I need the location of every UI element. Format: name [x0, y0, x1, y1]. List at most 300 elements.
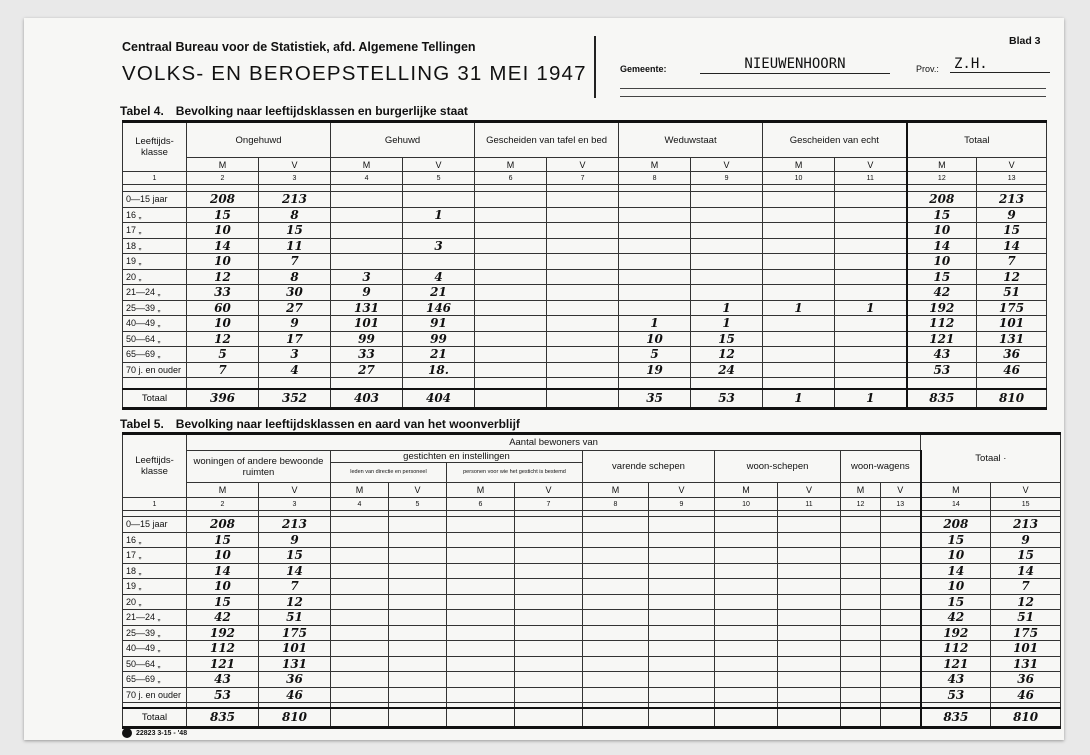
handwritten-value — [547, 269, 619, 285]
handwritten-value — [691, 269, 763, 285]
handwritten-value — [715, 594, 778, 610]
column-number: 10 — [763, 172, 835, 185]
handwritten-value: 24 — [691, 362, 763, 378]
handwritten-value — [547, 347, 619, 363]
handwritten-value — [649, 610, 715, 626]
sex-header: M — [619, 158, 691, 172]
handwritten-value — [715, 656, 778, 672]
gemeente-field: NIEUWENHOORN — [700, 56, 890, 74]
handwritten-value — [619, 207, 691, 223]
institutions-header: gestichten en instellingen — [331, 451, 583, 463]
province-field: Z.H. — [950, 56, 1050, 73]
handwritten-value — [835, 269, 907, 285]
handwritten-value — [649, 517, 715, 533]
handwritten-value — [649, 532, 715, 548]
gemeente-label: Gemeente: — [620, 64, 667, 74]
handwritten-value — [763, 192, 835, 208]
handwritten-value — [331, 656, 389, 672]
handwritten-value — [447, 594, 515, 610]
handwritten-value — [583, 656, 649, 672]
handwritten-value — [763, 331, 835, 347]
group-header: Weduwstaat — [619, 122, 763, 158]
handwritten-value: 101 — [331, 316, 403, 332]
handwritten-value — [841, 579, 881, 595]
handwritten-value — [475, 331, 547, 347]
handwritten-value: 146 — [403, 300, 475, 316]
column-number: 3 — [259, 498, 331, 511]
sex-header: V — [259, 483, 331, 498]
age-class-label: 65—69 „ — [123, 672, 187, 688]
total-value — [547, 389, 619, 409]
age-class-label: 65—69 „ — [123, 347, 187, 363]
column-number: 2 — [187, 172, 259, 185]
age-class-label: 25—39 „ — [123, 300, 187, 316]
handwritten-value: 51 — [991, 610, 1061, 626]
handwritten-value — [881, 594, 921, 610]
handwritten-value — [547, 192, 619, 208]
table-row — [123, 269, 1047, 285]
table-row — [123, 579, 1061, 595]
age-class-label: 17 „ — [123, 548, 187, 564]
group-header: Gescheiden van tafel en bed — [475, 122, 619, 158]
handwritten-value — [715, 517, 778, 533]
handwritten-value: 15 — [259, 548, 331, 564]
handwritten-value — [841, 672, 881, 688]
sex-header: V — [649, 483, 715, 498]
spacer-cell — [835, 185, 907, 192]
age-class-label: 0—15 jaar — [123, 192, 187, 208]
table-row — [123, 594, 1061, 610]
age-class-label: 16 „ — [123, 207, 187, 223]
table-row — [123, 316, 1047, 332]
age-class-header: Leeftijds-klasse — [123, 122, 187, 172]
table-row — [123, 498, 1061, 511]
handwritten-value — [403, 192, 475, 208]
column-number: 5 — [403, 172, 475, 185]
handwritten-value — [778, 641, 841, 657]
handwritten-value — [515, 672, 583, 688]
total-value — [841, 708, 881, 728]
handwritten-value — [403, 223, 475, 239]
handwritten-value: 112 — [921, 641, 991, 657]
handwritten-value — [515, 594, 583, 610]
total-value: 53 — [691, 389, 763, 409]
handwritten-value — [649, 687, 715, 703]
handwritten-value — [389, 579, 447, 595]
handwritten-value: 17 — [259, 331, 331, 347]
spacer-cell — [977, 185, 1047, 192]
handwritten-value — [475, 223, 547, 239]
handwritten-value: 175 — [991, 625, 1061, 641]
caravans-header: woon-wagens — [841, 451, 921, 483]
handwritten-value — [583, 625, 649, 641]
handwritten-value: 15 — [691, 331, 763, 347]
handwritten-value: 21 — [403, 347, 475, 363]
handwritten-value — [691, 223, 763, 239]
handwritten-value — [389, 563, 447, 579]
handwritten-value — [331, 579, 389, 595]
handwritten-value — [331, 517, 389, 533]
spacer-cell — [259, 185, 331, 192]
table-row — [123, 641, 1061, 657]
handwritten-value — [881, 563, 921, 579]
table-row — [123, 285, 1047, 301]
handwritten-value — [583, 610, 649, 626]
handwritten-value — [331, 223, 403, 239]
handwritten-value: 7 — [977, 254, 1047, 270]
handwritten-value: 12 — [991, 594, 1061, 610]
handwritten-value — [447, 687, 515, 703]
sex-header: V — [991, 483, 1061, 498]
handwritten-value — [403, 254, 475, 270]
sex-header: M — [475, 158, 547, 172]
handwritten-value — [447, 610, 515, 626]
handwritten-value — [515, 656, 583, 672]
ships-header: varende schepen — [583, 451, 715, 483]
handwritten-value: 36 — [259, 672, 331, 688]
handwritten-value — [583, 672, 649, 688]
handwritten-value — [447, 532, 515, 548]
handwritten-value — [619, 223, 691, 239]
sex-header: V — [881, 483, 921, 498]
cbs-logo-icon — [122, 728, 132, 738]
handwritten-value — [778, 579, 841, 595]
print-code-text: 22823 3-15 - '48 — [136, 729, 188, 737]
column-number: 3 — [259, 172, 331, 185]
handwritten-value: 53 — [921, 687, 991, 703]
handwritten-value: 14 — [259, 563, 331, 579]
age-class-header: Leeftijds-klasse — [123, 434, 187, 498]
handwritten-value: 12 — [977, 269, 1047, 285]
handwritten-value — [547, 285, 619, 301]
handwritten-value — [331, 207, 403, 223]
handwritten-value — [691, 238, 763, 254]
handwritten-value — [649, 579, 715, 595]
handwritten-value — [389, 641, 447, 657]
sex-header: V — [691, 158, 763, 172]
age-class-label: 50—64 „ — [123, 656, 187, 672]
handwritten-value — [763, 316, 835, 332]
handwritten-value: 192 — [907, 300, 977, 316]
handwritten-value — [835, 347, 907, 363]
handwritten-value — [515, 532, 583, 548]
table-row — [123, 434, 1061, 451]
handwritten-value: 10 — [907, 223, 977, 239]
inmates-subheader: personen voor wie het gesticht is bestemd — [447, 463, 583, 483]
handwritten-value — [547, 238, 619, 254]
total-value: 835 — [187, 708, 259, 728]
handwritten-value: 91 — [403, 316, 475, 332]
handwritten-value — [619, 238, 691, 254]
handwritten-value: 11 — [259, 238, 331, 254]
handwritten-value — [547, 362, 619, 378]
total-value: 352 — [259, 389, 331, 409]
handwritten-value — [715, 641, 778, 657]
handwritten-value — [649, 548, 715, 564]
handwritten-value — [547, 316, 619, 332]
spacer-cell — [907, 378, 977, 389]
spacer-cell — [763, 378, 835, 389]
total-value: 1 — [835, 389, 907, 409]
handwritten-value — [547, 331, 619, 347]
handwritten-value: 1 — [691, 300, 763, 316]
sex-header: V — [515, 483, 583, 498]
spacer-cell — [619, 378, 691, 389]
handwritten-value: 1 — [691, 316, 763, 332]
staff-subheader: leden van directie en personeel — [331, 463, 447, 483]
handwritten-value — [841, 594, 881, 610]
handwritten-value: 10 — [907, 254, 977, 270]
handwritten-value — [547, 223, 619, 239]
total-label: Totaal — [123, 708, 187, 728]
spacer-cell — [187, 185, 259, 192]
handwritten-value — [583, 563, 649, 579]
handwritten-value — [331, 192, 403, 208]
handwritten-value — [835, 362, 907, 378]
handwritten-value: 101 — [977, 316, 1047, 332]
sex-header: M — [187, 158, 259, 172]
sex-header: V — [547, 158, 619, 172]
header-divider — [594, 36, 596, 98]
handwritten-value — [331, 238, 403, 254]
table4-marital-status — [122, 120, 1047, 410]
handwritten-value — [389, 532, 447, 548]
handwritten-value — [389, 687, 447, 703]
handwritten-value: 60 — [187, 300, 259, 316]
handwritten-value: 213 — [977, 192, 1047, 208]
handwritten-value — [841, 563, 881, 579]
handwritten-value — [778, 687, 841, 703]
header-rule — [620, 96, 1046, 97]
table-row — [123, 389, 1047, 409]
handwritten-value — [763, 269, 835, 285]
handwritten-value — [331, 532, 389, 548]
handwritten-value: 12 — [187, 331, 259, 347]
total-value — [715, 708, 778, 728]
handwritten-value — [447, 517, 515, 533]
handwritten-value — [475, 269, 547, 285]
handwritten-value: 1 — [835, 300, 907, 316]
table-row — [123, 192, 1047, 208]
table4-number: Tabel 4. — [120, 104, 164, 118]
handwritten-value: 101 — [259, 641, 331, 657]
spacer-cell — [123, 378, 187, 389]
table-row — [123, 122, 1047, 158]
handwritten-value — [649, 641, 715, 657]
sex-header: M — [447, 483, 515, 498]
handwritten-value — [763, 223, 835, 239]
handwritten-value: 10 — [187, 316, 259, 332]
age-class-label: 20 „ — [123, 269, 187, 285]
column-number: 10 — [715, 498, 778, 511]
table-row — [123, 331, 1047, 347]
column-number: 7 — [547, 172, 619, 185]
handwritten-value — [331, 625, 389, 641]
handwritten-value — [841, 687, 881, 703]
handwritten-value — [778, 610, 841, 626]
print-code — [122, 728, 187, 738]
handwritten-value — [389, 656, 447, 672]
handwritten-value: 46 — [259, 687, 331, 703]
table5-caption: Bevolking naar leeftijdsklassen en aard van het woonverblijf — [175, 417, 520, 431]
handwritten-value — [583, 641, 649, 657]
spacer-cell — [547, 378, 619, 389]
handwritten-value: 192 — [187, 625, 259, 641]
total-value: 404 — [403, 389, 475, 409]
sex-header: V — [389, 483, 447, 498]
age-class-label: 70 j. en ouder — [123, 362, 187, 378]
column-number: 7 — [515, 498, 583, 511]
column-number: 1 — [123, 172, 187, 185]
handwritten-value: 9 — [259, 316, 331, 332]
handwritten-value — [619, 269, 691, 285]
table-row — [123, 483, 1061, 498]
sex-header: V — [259, 158, 331, 172]
column-number: 8 — [619, 172, 691, 185]
handwritten-value — [841, 532, 881, 548]
total-value — [778, 708, 841, 728]
handwritten-value: 19 — [619, 362, 691, 378]
sex-header: M — [583, 483, 649, 498]
handwritten-value — [835, 331, 907, 347]
age-class-label: 21—24 „ — [123, 610, 187, 626]
handwritten-value — [841, 625, 881, 641]
handwritten-value: 15 — [259, 223, 331, 239]
handwritten-value — [691, 207, 763, 223]
handwritten-value: 15 — [187, 594, 259, 610]
handwritten-value: 208 — [907, 192, 977, 208]
handwritten-value — [475, 207, 547, 223]
table-row — [123, 532, 1061, 548]
total-value: 35 — [619, 389, 691, 409]
handwritten-value — [881, 579, 921, 595]
column-number: 14 — [921, 498, 991, 511]
table4-title — [120, 104, 468, 118]
handwritten-value — [715, 548, 778, 564]
handwritten-value: 10 — [187, 254, 259, 270]
handwritten-value: 15 — [977, 223, 1047, 239]
handwritten-value: 30 — [259, 285, 331, 301]
handwritten-value — [619, 254, 691, 270]
table-row — [123, 708, 1061, 728]
handwritten-value: 15 — [187, 532, 259, 548]
column-number: 9 — [649, 498, 715, 511]
sex-header: M — [187, 483, 259, 498]
column-number: 13 — [881, 498, 921, 511]
handwritten-value: 7 — [259, 254, 331, 270]
handwritten-value: 10 — [187, 223, 259, 239]
handwritten-value — [649, 625, 715, 641]
age-class-label: 18 „ — [123, 563, 187, 579]
table-row — [123, 548, 1061, 564]
header-rule — [620, 88, 1046, 89]
table-row — [123, 610, 1061, 626]
handwritten-value — [619, 285, 691, 301]
handwritten-value — [475, 238, 547, 254]
handwritten-value — [515, 625, 583, 641]
handwritten-value: 14 — [921, 563, 991, 579]
table-row — [123, 300, 1047, 316]
census-title: VOLKS- EN BEROEPSTELLING 31 MEI 1947 — [122, 62, 587, 85]
sex-header: V — [403, 158, 475, 172]
sex-header: M — [907, 158, 977, 172]
handwritten-value: 42 — [907, 285, 977, 301]
group-header: Gehuwd — [331, 122, 475, 158]
handwritten-value: 18. — [403, 362, 475, 378]
handwritten-value: 101 — [991, 641, 1061, 657]
handwritten-value: 36 — [977, 347, 1047, 363]
handwritten-value: 131 — [991, 656, 1061, 672]
total-label: Totaal — [123, 389, 187, 409]
handwritten-value: 208 — [187, 517, 259, 533]
spacer-cell — [835, 378, 907, 389]
handwritten-value — [649, 594, 715, 610]
spacer-cell — [763, 185, 835, 192]
handwritten-value: 33 — [331, 347, 403, 363]
age-class-label: 70 j. en ouder — [123, 687, 187, 703]
handwritten-value — [881, 687, 921, 703]
age-class-label: 25—39 „ — [123, 625, 187, 641]
column-number: 4 — [331, 498, 389, 511]
total-value — [515, 708, 583, 728]
spacer-cell — [691, 185, 763, 192]
age-class-label: 0—15 jaar — [123, 517, 187, 533]
handwritten-value: 10 — [921, 548, 991, 564]
sex-header: M — [331, 158, 403, 172]
handwritten-value: 7 — [187, 362, 259, 378]
column-number: 11 — [835, 172, 907, 185]
handwritten-value: 121 — [187, 656, 259, 672]
total-value: 810 — [259, 708, 331, 728]
handwritten-value — [475, 316, 547, 332]
handwritten-value: 43 — [187, 672, 259, 688]
handwritten-value — [691, 285, 763, 301]
handwritten-value: 10 — [187, 579, 259, 595]
column-number: 1 — [123, 498, 187, 511]
handwritten-value — [547, 254, 619, 270]
handwritten-value: 9 — [991, 532, 1061, 548]
handwritten-value — [881, 548, 921, 564]
handwritten-value: 208 — [187, 192, 259, 208]
handwritten-value — [649, 656, 715, 672]
handwritten-value: 3 — [331, 269, 403, 285]
handwritten-value — [331, 254, 403, 270]
handwritten-value: 27 — [259, 300, 331, 316]
handwritten-value: 46 — [977, 362, 1047, 378]
handwritten-value: 5 — [187, 347, 259, 363]
handwritten-value — [763, 285, 835, 301]
total-value: 810 — [977, 389, 1047, 409]
handwritten-value: 4 — [259, 362, 331, 378]
handwritten-value — [778, 517, 841, 533]
table-row — [123, 254, 1047, 270]
sex-header: V — [835, 158, 907, 172]
handwritten-value: 1 — [763, 300, 835, 316]
handwritten-value: 10 — [187, 548, 259, 564]
houseboats-header: woon-schepen — [715, 451, 841, 483]
table-row — [123, 238, 1047, 254]
handwritten-value — [389, 548, 447, 564]
sex-header: M — [715, 483, 778, 498]
handwritten-value: 14 — [907, 238, 977, 254]
total-value: 810 — [991, 708, 1061, 728]
table-row — [123, 378, 1047, 389]
sex-header: M — [841, 483, 881, 498]
handwritten-value — [881, 610, 921, 626]
handwritten-value — [835, 285, 907, 301]
handwritten-value: 33 — [187, 285, 259, 301]
handwritten-value — [763, 254, 835, 270]
